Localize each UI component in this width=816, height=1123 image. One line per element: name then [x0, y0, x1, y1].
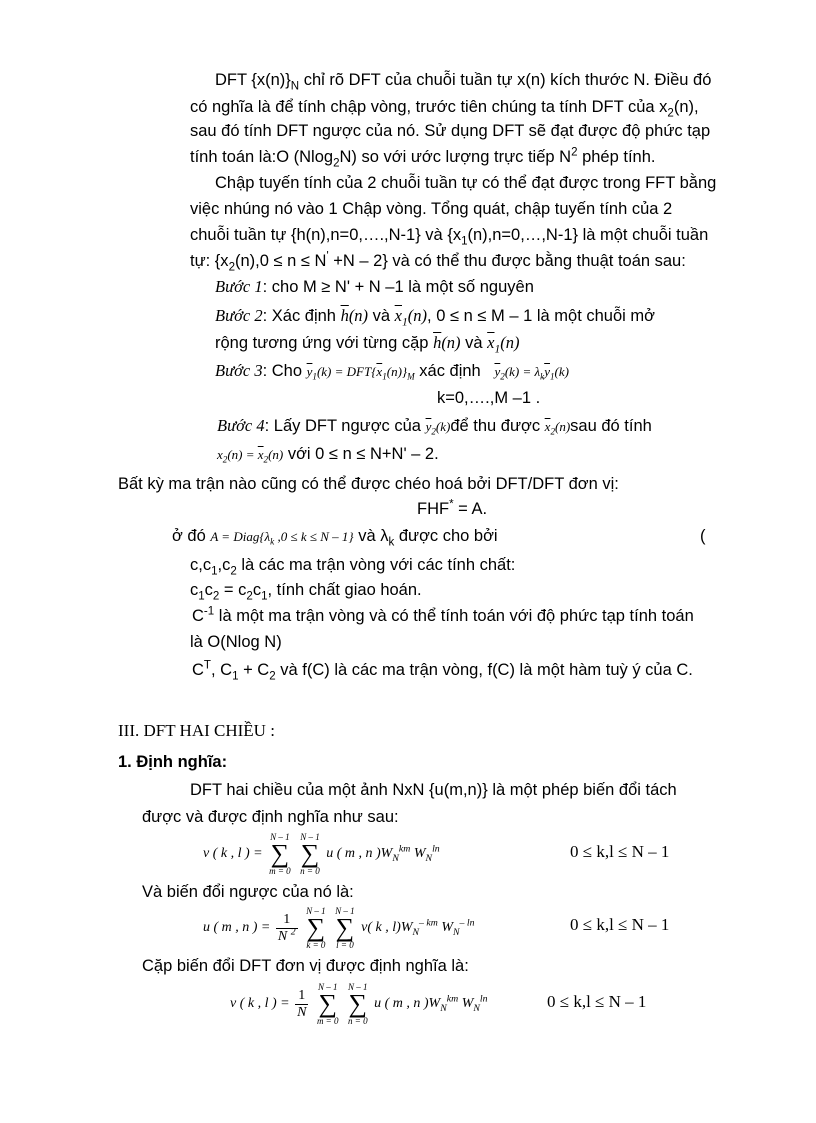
matrix-eq: FHF* = A. — [417, 498, 488, 518]
para1-line4: tính toán là:O (Nlog$_2$N) so với ước lượng trực tiếp $N^2$ phép tính. — [190, 146, 656, 170]
para1-line3: sau đó tính DFT ngược của nó. Sử dụng DFT sẽ đạt được độ phức tạp — [190, 122, 711, 140]
matrix-line5: $C^{-1}$ là một ma trận vòng và có thể tính toán với độ phức tạp tính toán — [192, 605, 694, 625]
step3: Bước 3: Cho $\overline{y}_1(k) = DFT\{\overline{x}_1(n)\}_M$ xác định $\overline{y}_2(k) = \lambda_k\overline{y}_1(k)$ — [215, 361, 569, 382]
unitary-intro: Cặp biến đổi DFT đơn vị được định nghĩa là: — [142, 957, 469, 975]
inverse-intro: Và biến đổi ngược của nó là: — [142, 883, 354, 901]
para2-line1: Chập tuyến tính của 2 chuỗi tuần tự có thể đạt được trong FFT bằng — [215, 174, 717, 192]
unitary-dft-equation: v ( k , l ) = $\frac{1}{N}$ N – 1 ∑ m = 0 N – 1 ∑ n = 0 u ( m , n )$W_N^{km}$ $W_N^{ln}$ — [230, 982, 488, 1026]
matrix-line2: ở đó $A = Diag\{\lambda_k$ ,0 ≤ k ≤ N – 1} và $\lambda_k$ được cho bởi — [172, 527, 498, 549]
matrix-line4: $c_1c_2 = c_2c_1$, tính chất giao hoán. — [190, 581, 422, 603]
para2-line2: việc nhúng nó vào 1 Chập vòng. Tổng quát, chập tuyến tính của 2 — [190, 200, 673, 218]
para1-line2: có nghĩa là để tính chập vòng, trước tiên chúng ta tính DFT của $x_2(n)$, — [190, 98, 699, 120]
para1-line1: DFT $\{x(n)\}_N$ chỉ rõ DFT của chuỗi tuần tự x(n) kích thước N. Điều đó — [215, 71, 712, 93]
subheading: 1. Định nghĩa: — [118, 753, 228, 771]
forward-dft-equation: v ( k , l ) = N – 1 ∑ m = 0 N – 1 ∑ n = 0 u ( m , n )$W_N^{km}$ $W_N^{ln}$ — [203, 832, 440, 876]
step2: Bước 2: Xác định $\overline{h}(n)$ và $\overline{x}_1(n)$, 0 ≤ n ≤ M – 1 là một chuỗi mở — [215, 306, 655, 329]
matrix-line3: $c,c_1,c_2$ là các ma trận vòng với các tính chất: — [190, 556, 516, 578]
range-inverse: 0 ≤ k,l ≤ N – 1 — [570, 915, 670, 934]
range-unitary: 0 ≤ k,l ≤ N – 1 — [547, 992, 647, 1011]
step3-cont: k=0,….,M –1 . — [437, 389, 541, 407]
paren: ( — [700, 527, 706, 545]
inverse-dft-equation: u ( m , n ) = $\frac{1}{N ^2}$ N – 1 ∑ k = 0 N – 1 ∑ l = 0 v( k , $l)W_N^{- km}$ $W_N^{- ln}$ — [203, 906, 475, 950]
para2-line4: tự: $\{x_2(n),0 \le n \le N' +N - 2\}$ và có thể thu được bằng thuật toán sau: — [190, 250, 686, 274]
step1: Bước 1: cho M ≥ N' + N –1 là một số nguyên — [215, 277, 534, 296]
step2-cont: rộng tương ứng với từng cặp $\overline{h}(n)$ và $\overline{x}_1(n)$ — [215, 333, 520, 356]
matrix-line6: là O(Nlog N) — [190, 633, 282, 651]
matrix-line7: $C^T$, $C_1 + C_2$ và f(C) là các ma trận vòng, f(C) là một hàm tuỳ ý của C. — [192, 659, 693, 683]
para2-line3: chuỗi tuần tự {h(n),n=0,….,N-1} và $\{x_1(n),n=0,\dots,N-1\}$ là một chuỗi tuần — [190, 226, 709, 248]
def-line1: DFT hai chiều của một ảnh NxN {u(m,n)} là một phép biến đổi tách — [190, 781, 677, 799]
def-line2: được và được định nghĩa như sau: — [142, 808, 399, 826]
matrix-line1: Bất kỳ ma trận nào cũng có thể được chéo hoá bởi DFT/DFT đơn vị: — [118, 475, 619, 493]
step4-cont: $x_2(n) = \overline{x}_2(n)$ với 0 ≤ n ≤ N+N' – 2. — [217, 445, 439, 465]
range-forward: 0 ≤ k,l ≤ N – 1 — [570, 842, 670, 861]
step4: Bước 4: Lấy DFT ngược của $\overline{y}_2(k)để$ thu được $\overline{x}_2(n)sau$ đó tính — [217, 416, 652, 437]
section-heading: III. DFT HAI CHIỀU : — [118, 721, 275, 740]
